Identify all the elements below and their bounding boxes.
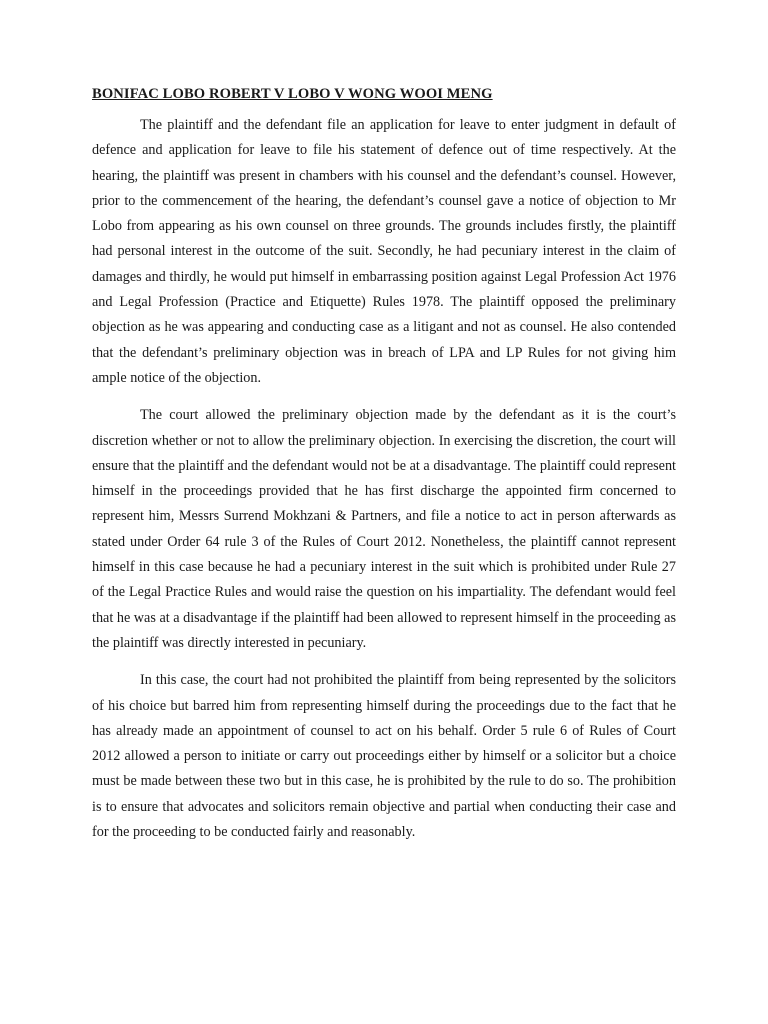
- paragraph-facts: The plaintiff and the defendant file an application for leave to enter judgment in default of defence and application for leave to file his statement of defence out of time respectively. At the hearing, the plaintiff was present in chambers with his counsel and the defendant’s counsel. However, prior to the commencement of the hearing, the defendant’s counsel gave a notice of objection to Mr Lobo from appearing as his own counsel on three grounds. The grounds includes firstly, the plaintiff had personal interest in the outcome of the suit. Secondly, he had pecuniary interest in the claim of damages and thirdly, he would put himself in embarrassing position against Legal Profession Act 1976 and Legal Profession (Practice and Etiquette) Rules 1978. The plaintiff opposed the preliminary objection as he was appearing and conducting case as a litigant and not as counsel. He also contended that the defendant’s preliminary objection was in breach of LPA and LP Rules for not giving him ample notice of the objection.: [92, 117, 676, 386]
- document-title: BONIFAC LOBO ROBERT V LOBO V WONG WOOI MENG: [92, 86, 493, 102]
- document-page: [92, 84, 676, 857]
- paragraph-conclusion: In this case, the court had not prohibited the plaintiff from being represented by the solicitors of his choice but barred him from representing himself during the proceedings due to the fact that he has already made an appointment of counsel to act on his behalf. Order 5 rule 6 of Rules of Court 2012 allowed a person to initiate or carry out proceedings either by himself or a solicitor but a choice must be made between these two but in this case, he is prohibited by the rule to do so. The prohibition is to ensure that advocates and solicitors remain objective and partial when conducting their case and for the proceeding to be conducted fairly and reasonably.: [92, 672, 676, 841]
- paragraph-court-decision: The court allowed the preliminary objection made by the defendant as it is the court’s discretion whether or not to allow the preliminary objection. In exercising the discretion, the court will ensure that the plaintiff and the defendant would not be at a disadvantage. The plaintiff could represent himself in the proceedings provided that he has first discharge the appointed firm concerned to represent him, Messrs Surrend Mokhzani & Partners, and file a notice to act in person afterwards as stated under Order 64 rule 3 of the Rules of Court 2012. Nonetheless, the plaintiff cannot represent himself in this case because he had a pecuniary interest in the suit which is prohibited under Rule 27 of the Legal Practice Rules and would raise the question on his impartiality. The defendant would feel that he was at a disadvantage if the plaintiff had been allowed to represent himself in the proceeding as the plaintiff was directly interested in pecuniary.: [92, 407, 676, 651]
